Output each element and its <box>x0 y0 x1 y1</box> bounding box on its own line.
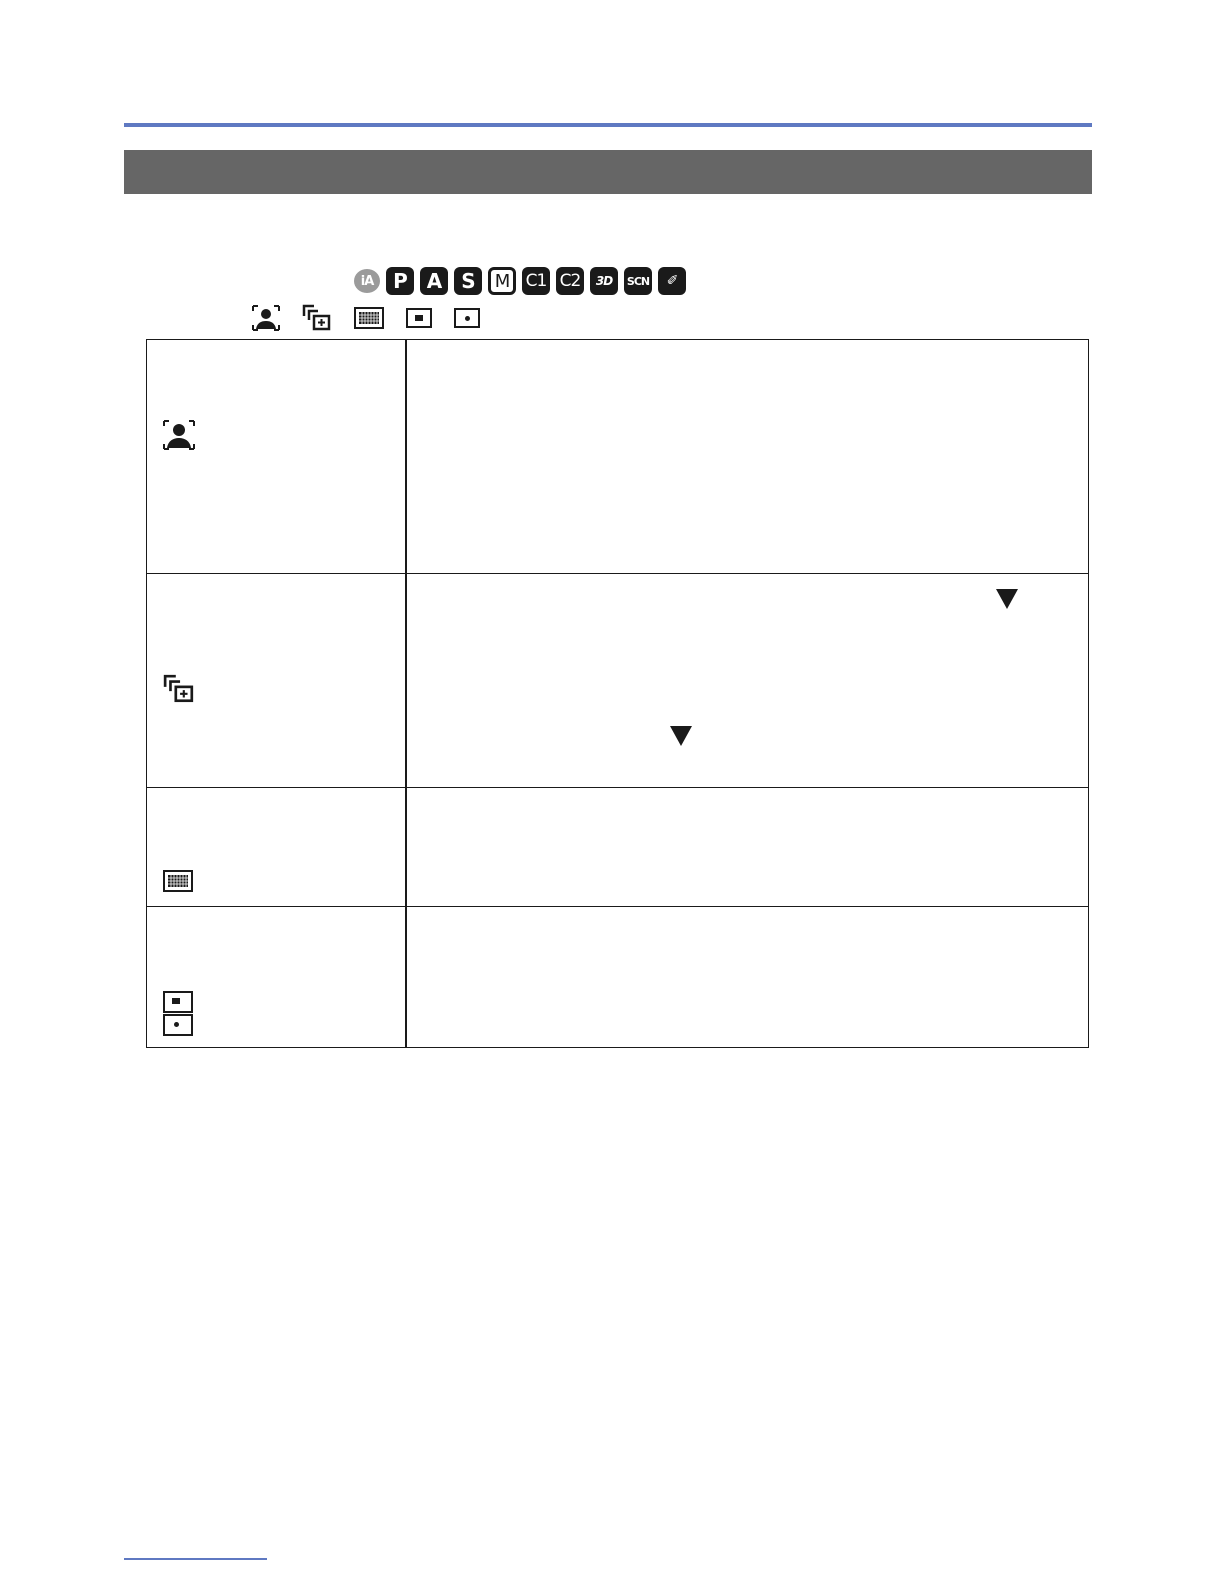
1-area-focusing-icon <box>406 308 432 328</box>
recording-mode-icons <box>354 267 692 295</box>
section-title-bar <box>124 150 1092 194</box>
down-triangle-icon <box>996 589 1018 609</box>
creative-control-mode-icon: ✐ <box>658 267 686 295</box>
table-row <box>147 906 1088 1048</box>
af-mode-table <box>146 339 1089 1048</box>
23-area-focusing-icon <box>354 307 384 329</box>
program-mode-icon: P <box>386 267 414 295</box>
23-area-focusing-icon <box>163 870 193 892</box>
down-triangle-icon <box>670 726 692 746</box>
face-detection-icon <box>252 305 280 331</box>
af-tracking-icon <box>163 674 195 704</box>
table-row <box>147 340 1088 573</box>
spot-focusing-icon <box>454 308 480 328</box>
af-tracking-icon <box>302 304 332 332</box>
footer-link-rule <box>124 1558 267 1560</box>
aperture-priority-mode-icon: A <box>420 267 448 295</box>
face-detection-icon <box>163 420 195 450</box>
scene-mode-icon: SCN <box>624 267 652 295</box>
manual-mode-icon: M <box>488 267 516 295</box>
1-area-focusing-icon <box>163 991 193 1013</box>
custom-2-mode-icon: C2 <box>556 267 584 295</box>
intelligent-auto-mode-icon: iA <box>354 269 380 293</box>
custom-1-mode-icon: C1 <box>522 267 550 295</box>
table-row <box>147 573 1088 787</box>
spot-focusing-icon <box>163 1014 193 1036</box>
3d-mode-icon: 3D <box>590 267 618 295</box>
shutter-priority-mode-icon: S <box>454 267 482 295</box>
header-rule <box>124 123 1092 127</box>
table-row <box>147 787 1088 906</box>
af-mode-icons <box>252 303 502 333</box>
